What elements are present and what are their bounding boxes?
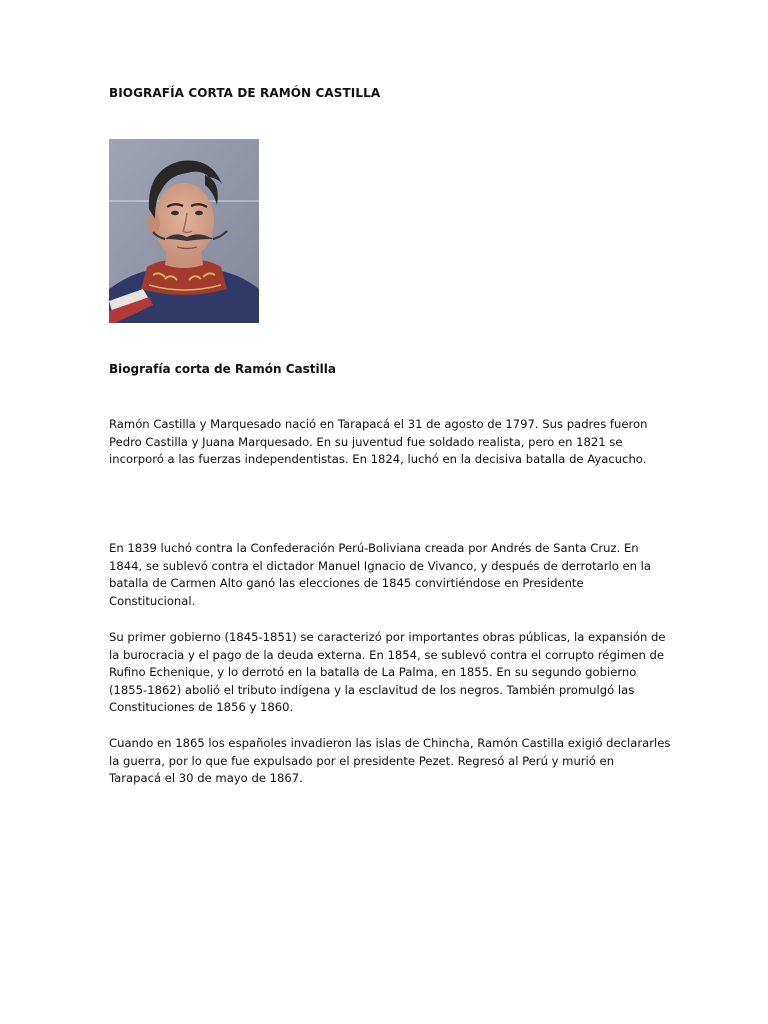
portrait-illustration — [109, 139, 259, 323]
paragraph-line: Rufino Echenique, y lo derrotó en la batalla de La Palma, en 1855. En su segundo gobierno — [109, 665, 637, 680]
paragraph-line: 1844, se sublevó contra el dictador Manuel Ignacio de Vivanco, y después de derrotarlo en la — [109, 558, 652, 573]
paragraph-line: Constituciones de 1856 y 1860. — [109, 700, 294, 715]
paragraph-4 — [109, 735, 669, 788]
paragraph-2 — [109, 540, 669, 610]
document-subtitle: Biografía corta de Ramón Castilla — [109, 362, 336, 376]
paragraph-line: (1855-1862) abolió el tributo indígena y la esclavitud de los negros. También promulgó las — [109, 682, 635, 697]
paragraph-line: Constitucional. — [109, 593, 196, 608]
paragraph-3 — [109, 629, 669, 717]
paragraph-line: la burocracia y el pago de la deuda externa. En 1854, se sublevó contra el corrupto régimen de — [109, 647, 664, 662]
portrait-image — [109, 139, 259, 323]
paragraph-line: batalla de Carmen Alto ganó las elecciones de 1845 convirtiéndose en Presidente — [109, 576, 584, 591]
paragraph-line: la guerra, por lo que fue expulsado por el presidente Pezet. Regresó al Perú y murió en — [109, 753, 615, 768]
paragraph-line: Su primer gobierno (1845-1851) se caracterizó por importantes obras públicas, la expansión de — [109, 630, 666, 644]
paragraph-line: Pedro Castilla y Juana Marquesado. En su juventud fue soldado realista, pero en 1821 se — [109, 434, 623, 449]
paragraph-1 — [109, 416, 669, 469]
document-title: BIOGRAFÍA CORTA DE RAMÓN CASTILLA — [109, 86, 381, 100]
paragraph-line: En 1839 luchó contra la Confederación Perú-Boliviana creada por Andrés de Santa Cruz. En — [109, 541, 639, 555]
paragraph-line: Cuando en 1865 los españoles invadieron las islas de Chincha, Ramón Castilla exigió declararles — [109, 736, 671, 750]
paragraph-line: Ramón Castilla y Marquesado nació en Tarapacá el 31 de agosto de 1797. Sus padres fueron — [109, 417, 648, 431]
paragraph-line: incorporó a las fuerzas independentistas. En 1824, luchó en la decisiva batalla de Ayacucho. — [109, 452, 647, 467]
paragraph-line: Tarapacá el 30 de mayo de 1867. — [109, 771, 303, 786]
